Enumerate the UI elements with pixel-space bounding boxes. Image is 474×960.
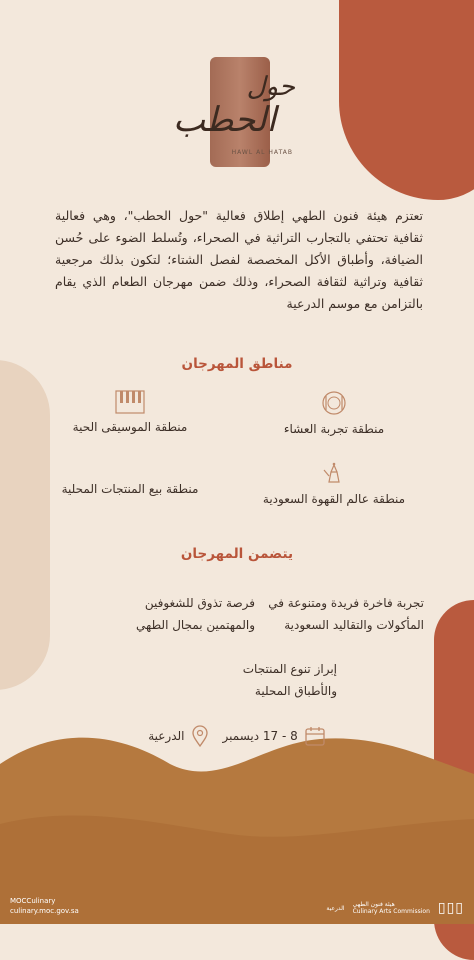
commission-name-en: Culinary Arts Commission	[352, 908, 430, 915]
location-pin-icon	[191, 725, 209, 747]
footer-social	[10, 896, 79, 916]
logo-text-bottom: الحطب	[173, 100, 277, 140]
feature-line: المأكولات والتقاليد السعودية	[284, 618, 424, 632]
footer-logos	[326, 900, 464, 916]
feature-line: إبراز تنوع المنتجات	[242, 662, 337, 676]
feature-line: فرصة تذوق للشغوفين	[144, 596, 255, 610]
features-title: يتضمن المهرجان	[180, 546, 294, 562]
decor-shape-top	[339, 0, 474, 200]
feature-line: والأطباق المحلية	[254, 684, 337, 698]
zone-music	[45, 390, 215, 434]
calendar-icon	[304, 725, 326, 747]
zone-label: منطقة تجربة العشاء	[283, 422, 385, 436]
zone-label: منطقة الموسيقى الحية	[72, 420, 188, 434]
feature-line: والمهتمين بمجال الطهي	[136, 618, 255, 632]
festival-logo	[165, 52, 315, 172]
piano-icon	[115, 390, 145, 414]
zone-dining	[249, 390, 419, 436]
partner-logo: الدرعية	[326, 904, 345, 912]
zones-title: مناطق المهرجان	[181, 356, 293, 372]
logo-text-top: حول	[246, 72, 295, 102]
intro-paragraph: تعتزم هيئة فنون الطهي إطلاق فعالية "حول الحطب"، وهي فعالية ثقافية تحتفي بالتجارب التراثية في الصحراء، وتُسلط الضوء على حُسن الضيافة، وأطباق الأكل المخصصة لفصل الشتاء؛ لتكون بذلك مرجعية ثقافية وتراثية لثقافة الصحراء، وذلك ضمن مهرجان الطعام الذي يقام بالتزامن مع موسم الدرعية	[55, 208, 423, 311]
feature-item	[55, 592, 255, 636]
feature-line: تجربة فاخرة فريدة ومتنوعة في	[268, 596, 424, 610]
logo-latin: HAWL AL HATAB	[231, 149, 293, 156]
zone-coffee	[249, 460, 419, 506]
commission-logo	[353, 901, 430, 915]
coffee-pot-icon	[321, 460, 347, 486]
zone-label: منطقة بيع المنتجات المحلية	[61, 482, 199, 496]
zone-label: منطقة عالم القهوة السعودية	[262, 492, 406, 506]
dining-icon	[321, 390, 347, 416]
event-date	[223, 725, 326, 747]
ministry-mark-icon: ▯▯▯	[437, 900, 464, 916]
event-date-text: 8 - 17 ديسمبر	[222, 729, 298, 743]
social-handle[interactable]: MOCCulinary	[10, 897, 56, 905]
commission-name-ar: هيئة فنون الطهي	[352, 901, 395, 908]
website-link[interactable]: culinary.moc.gov.sa	[10, 907, 79, 915]
decor-shape-left	[0, 360, 50, 690]
event-location	[148, 725, 208, 747]
feature-item	[137, 658, 337, 702]
event-location-text: الدرعية	[148, 729, 185, 743]
event-info	[0, 722, 474, 750]
zone-market	[45, 482, 215, 496]
